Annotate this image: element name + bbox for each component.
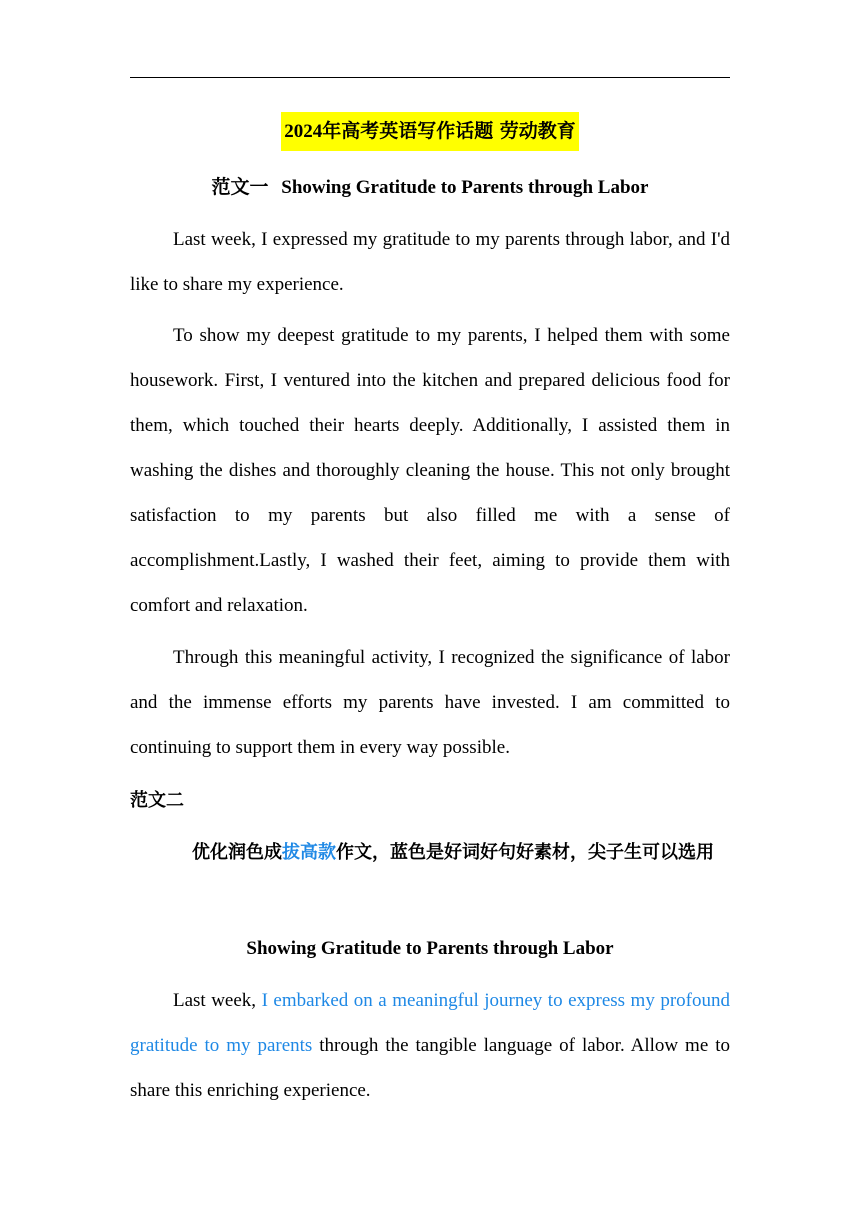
header-rule [130,77,730,78]
p1-rest: through the tangible language of labor. Allow me to share this enriching experience. [130,1035,730,1101]
essay2-label: 范文二 [130,790,184,811]
essay1-paragraph-2: To show my deepest gratitude to my parents, I helped them with some housework. First, I ventured into the kitchen and prepared delicious food for them, which touched their hearts deeply. Additionally, I assisted them in washing the dishes and thoroughly cleaning the house. This not only brought satisfaction to my parents but also filled me with a sense of accomplishment.Lastly, I washed their feet, aiming to provide them with comfort and relaxation. [130,325,730,616]
essay1-title: Showing Gratitude to Parents through Labor [281,177,649,198]
essay2-note [130,830,730,875]
note-part-a: 优化润色成 [192,842,282,863]
p1-highlight: I embarked on a meaningful journey to express my profound gratitude to my parents [130,990,730,1056]
p1-lead: Last week, [173,990,262,1011]
title-text: 年高考英语写作话题 劳动教育 [322,120,576,142]
essay1-paragraph-3: Through this meaningful activity, I recognized the significance of labor and the immense efforts my parents have invested. I am committed to continuing to support them in every way possible. [130,647,730,758]
essay2-heading: Showing Gratitude to Parents through Labor [246,938,614,959]
essay1-heading [130,172,730,203]
essay2-paragraph-1 [130,978,730,1113]
note-highlight: 拔高款 [282,842,336,863]
note-part-c: 作文，蓝色是好词好句好素材，尖子生可以选用 [336,842,714,863]
document-title [281,112,579,151]
essay1-label: 范文一 [211,176,269,198]
title-year: 2024 [284,121,323,142]
essay1-paragraph-1: Last week, I expressed my gratitude to my parents through labor, and I'd like to share my experience. [130,229,730,295]
title-row [0,112,860,151]
